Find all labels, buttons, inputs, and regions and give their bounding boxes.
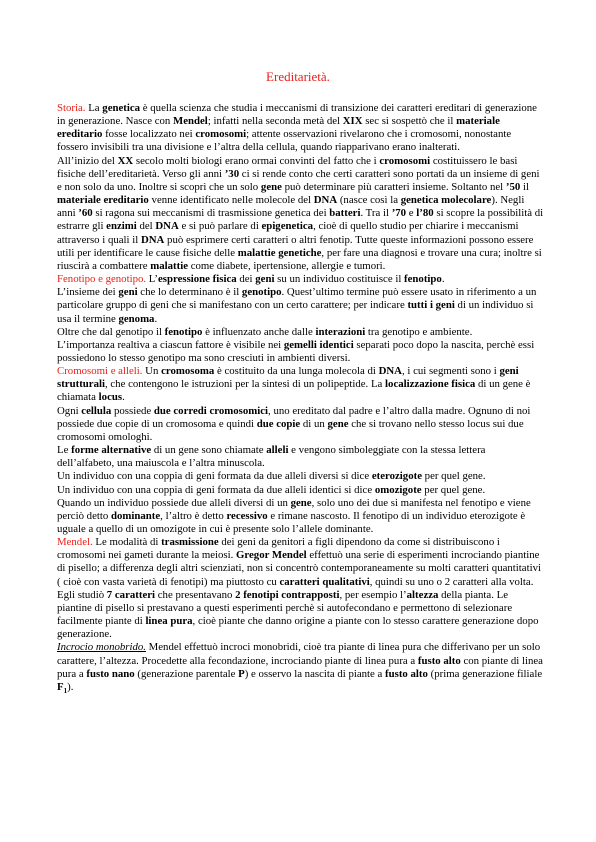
text-run: Egli studiò bbox=[57, 588, 107, 601]
text-run: della pianta. Le piantine di pisello si prestavano a questi esperimenti perchè si autofecondano e permettono di selezionare facilmente piante di bbox=[57, 588, 513, 628]
section-heading: Cromosomi e alleli. bbox=[57, 365, 143, 378]
text-run: e vengono simboleggiate con la stessa lettera dell’alfabeto, una maiuscola e l’altra minuscola. bbox=[57, 444, 486, 470]
text-run: e bbox=[406, 207, 417, 220]
text-run: , l’altro è detto bbox=[160, 509, 227, 522]
paragraph bbox=[57, 470, 545, 483]
bold-term: gene bbox=[290, 496, 312, 509]
bold-term: genotipo bbox=[241, 286, 282, 299]
bold-term: geni bbox=[118, 286, 138, 299]
text-run: è costituito da una lunga molecola di bbox=[214, 365, 379, 378]
bold-term: XX bbox=[117, 154, 134, 167]
text-run: , uno ereditato dal padre e l’altro dalla madre. Ognuno di noi possiede due copie di un cromosoma e quindi bbox=[57, 404, 531, 430]
text-run: e si può parlare di bbox=[178, 220, 262, 233]
bold-term: caratteri qualitativi bbox=[279, 575, 370, 588]
paragraph bbox=[57, 102, 545, 155]
text-run: Ogni bbox=[57, 404, 82, 417]
text-run: come diabete, ipertensione, allergie e tumori. bbox=[188, 259, 386, 272]
bold-term: gene bbox=[260, 180, 282, 193]
bold-term: malattie genetiche bbox=[237, 246, 322, 259]
bold-term: localizzazione fisica bbox=[385, 378, 476, 391]
text-run: Un individuo con una coppia di geni formata da due alleli diversi si dice bbox=[57, 470, 372, 483]
bold-term: altezza bbox=[406, 588, 439, 601]
text-run: , per esempio l’ bbox=[339, 588, 407, 601]
text-run: Le bbox=[57, 444, 72, 457]
bold-term: geni strutturali bbox=[57, 365, 519, 391]
bold-term: omozigote bbox=[374, 483, 422, 496]
text-run: ). Negli anni bbox=[57, 194, 525, 220]
bold-term: recessivo bbox=[226, 509, 268, 522]
paragraph bbox=[57, 326, 545, 339]
bold-term: Gregor Mendel bbox=[236, 549, 307, 562]
text-run: (prima generazione filiale bbox=[427, 667, 543, 680]
text-run: Un individuo con una coppia di geni formata da due alleli identici si dice bbox=[57, 483, 375, 496]
text-run: . bbox=[441, 273, 445, 286]
text-run: . bbox=[122, 391, 125, 404]
text-run: che lo determinano è il bbox=[137, 286, 242, 299]
bold-term: gene bbox=[327, 417, 349, 430]
paragraph bbox=[57, 155, 545, 273]
bold-term: XIX bbox=[342, 115, 363, 128]
text-run: di un bbox=[300, 417, 328, 430]
text-run: effettuò una serie di esperimenti incrociando piantine di pisello; a differenza degli altri scienziati, non si concentrò contemporaneamente su molti caratteri quantitativi ( cioè con vasta varietà di fenotipi) ma piuttosto cu bbox=[57, 549, 541, 588]
paragraph bbox=[57, 484, 545, 497]
paragraph bbox=[57, 405, 545, 444]
bold-term: l’80 bbox=[416, 207, 434, 220]
bold-term: fusto alto bbox=[385, 667, 428, 680]
bold-term: F bbox=[57, 680, 64, 693]
bold-term: cromosomi bbox=[195, 128, 247, 141]
text-run: tra genotipo e ambiente. bbox=[365, 325, 473, 338]
text-run: costituissero le basi fisiche dell’ereditarietà. Verso gli anni bbox=[57, 154, 518, 180]
bold-term: 2 fenotipi contrapposti bbox=[235, 588, 340, 601]
text-run: che si trovano nello stesso locus sui due cromosomi omologhi. bbox=[57, 417, 524, 443]
text-run: L’ bbox=[146, 273, 158, 286]
text-run: , cioè piante che danno origine a piante con lo stesso carattere generazione dopo generazione. bbox=[57, 615, 539, 641]
bold-term: ’30 bbox=[224, 167, 240, 180]
bold-term: epigenetica bbox=[261, 220, 314, 233]
bold-term: ’60 bbox=[78, 207, 93, 220]
paragraph bbox=[57, 641, 545, 694]
bold-term: fenotipo bbox=[404, 273, 442, 286]
text-run: (generazione parentale bbox=[134, 667, 239, 680]
text-run: separati poco dopo la nascita, perchè essi possiedono lo stesso genotipo ma sono cresciuti in ambienti diversi. bbox=[57, 338, 535, 364]
text-run: ) e osservo la nascita di piante a bbox=[244, 667, 386, 680]
text-run: del bbox=[136, 220, 156, 233]
paragraph bbox=[57, 536, 545, 589]
text-run: L’insieme dei bbox=[57, 286, 119, 299]
bold-term: gemelli identici bbox=[283, 338, 354, 351]
bold-term: cromosomi bbox=[379, 154, 431, 167]
bold-term: 7 caratteri bbox=[106, 588, 156, 601]
text-run: per quel gene. bbox=[421, 483, 486, 496]
bold-term: fenotipo bbox=[164, 325, 203, 338]
bold-term: DNA bbox=[140, 233, 165, 246]
text-run: Oltre che dal genotipo il bbox=[57, 325, 165, 338]
paragraph bbox=[57, 339, 545, 365]
bold-term: linea pura bbox=[145, 615, 193, 628]
document-title: Ereditarietà. bbox=[266, 69, 330, 84]
text-run: dei bbox=[236, 273, 256, 286]
bold-term: trasmissione bbox=[161, 536, 219, 549]
subsection-heading: Incrocio monobrido. bbox=[57, 641, 146, 654]
text-run: , cioè di quello studio per chiarire i meccanismi attraverso i quali il bbox=[57, 220, 519, 246]
text-run: si scopre la possibilità di estrarre gli bbox=[57, 207, 544, 233]
bold-term: Mendel bbox=[173, 115, 208, 128]
text-run: Un bbox=[142, 365, 162, 378]
text-run: , i cui segmenti sono i bbox=[401, 365, 500, 378]
text-run: di un individuo si usa il termine bbox=[57, 299, 534, 325]
text-run: possiede bbox=[111, 404, 154, 417]
text-run: . Tra il bbox=[360, 207, 392, 220]
bold-term: geni bbox=[255, 273, 275, 286]
text-run: ). bbox=[67, 680, 74, 693]
text-run: . Quest’ultimo termine può essere usato in riferimento a un particolare gruppo di geni che si manifestano con un certo carattere; per indicare bbox=[57, 286, 537, 312]
section-heading: Storia. bbox=[57, 102, 86, 114]
text-run: che presentavano bbox=[155, 588, 236, 601]
text-run: è influenzato anche dalle bbox=[202, 325, 316, 338]
bold-term: ’50 bbox=[505, 180, 521, 193]
section-heading: Fenotipo e genotipo. bbox=[57, 273, 147, 286]
text-run: . bbox=[154, 312, 158, 325]
text-run: ; attente osservazioni rivelarono che i cromosomi, nonostante fossero invisibili tra una divisione e l’altra della cellula, quando riapparivano erano inalterati. bbox=[57, 128, 512, 154]
text-run: L’importanza realtiva a ciascun fattore è visibile nei bbox=[57, 338, 284, 351]
bold-term: eterozigote bbox=[371, 470, 422, 483]
bold-term: P bbox=[238, 667, 245, 680]
section-heading: Mendel. bbox=[57, 536, 93, 549]
text-run: può determinare più caratteri insieme. Soltanto nel bbox=[281, 180, 506, 193]
bold-term: cellula bbox=[81, 404, 112, 417]
paragraph bbox=[57, 497, 545, 536]
bold-term: genetica molecolare bbox=[400, 194, 492, 207]
bold-term: locus bbox=[98, 391, 123, 404]
paragraph bbox=[57, 589, 545, 642]
text-run: il bbox=[520, 180, 529, 193]
text-run: secolo molti biologi erano ormai convinti del fatto che i bbox=[133, 154, 380, 167]
text-run: e rimane nascosto. Il fenotipo di un individuo eterozigote è uguale a quello di un omozigote in cui è presente solo l’allele dominante. bbox=[57, 509, 526, 535]
bold-term: dominante bbox=[110, 509, 161, 522]
text-run: , solo uno dei due si manifesta nel fenotipo e viene perciò detto bbox=[57, 496, 531, 522]
bold-term: due copie bbox=[256, 417, 301, 430]
bold-term: DNA bbox=[313, 194, 338, 207]
text-run: , che contengono le istruzioni per la sintesi di un polipeptide. La bbox=[104, 378, 386, 391]
text-run: Quando un individuo possiede due alleli diversi di un bbox=[57, 496, 291, 509]
bold-term: due corredi cromosomici bbox=[153, 404, 269, 417]
bold-term: alleli bbox=[266, 444, 289, 457]
text-run: per quel gene. bbox=[421, 470, 486, 483]
bold-term: tutti i geni bbox=[407, 299, 455, 312]
text-run: , per fare una diagnosi e trovare una cura; inoltre si riuscirà a combattere bbox=[57, 246, 542, 272]
bold-term: DNA bbox=[155, 220, 179, 233]
bold-term: malattie bbox=[150, 259, 189, 272]
text-run: venne identificato nelle molecole del bbox=[148, 194, 314, 207]
text-run: , quindi su uno o 2 caratteri alla volta. bbox=[369, 575, 534, 588]
bold-term: fusto alto bbox=[417, 654, 461, 667]
text-run: Mendel effettuò incroci monobridi, cioè tra piante di linea pura che differivano per un solo carattere, l’altezza. Procedette alla fecondazione, incrociando piante di linea pura a bbox=[57, 641, 541, 667]
bold-term: enzimi bbox=[106, 220, 137, 233]
bold-term: forme alternative bbox=[71, 444, 152, 457]
bold-term: batteri bbox=[329, 207, 361, 220]
text-run: ; infatti nella seconda metà del bbox=[207, 115, 343, 128]
bold-term: interazioni bbox=[315, 325, 366, 338]
text-run: di un gene sono chiamate bbox=[151, 444, 267, 457]
bold-term: materiale ereditario bbox=[57, 194, 149, 207]
text-run: dei geni da genitori a figli dipendono da come si distribuiscono i cromosomi nei gameti durante la meiosi. bbox=[57, 536, 500, 562]
text-run: fosse localizzato nei bbox=[102, 128, 196, 141]
paragraph bbox=[57, 286, 545, 325]
text-run: La bbox=[85, 102, 103, 114]
bold-term: genetica bbox=[102, 102, 141, 114]
paragraph bbox=[57, 444, 545, 470]
text-run: Le modalità di bbox=[92, 536, 162, 549]
bold-term: fusto nano bbox=[86, 667, 135, 680]
text-run: con piante di linea pura a bbox=[57, 654, 543, 680]
bold-term: espressione fisica bbox=[157, 273, 237, 286]
document-body bbox=[57, 102, 545, 694]
text-run: può esprimere certi caratteri o altri fenotip. Tutte queste informazioni possono essere utili per identificare le cause fisiche delle bbox=[57, 233, 534, 259]
bold-term: 1 bbox=[63, 687, 68, 696]
text-run: si ragona sui meccanismi di trasmissione genetica dei bbox=[92, 207, 330, 220]
bold-term: materiale ereditario bbox=[57, 115, 500, 141]
bold-term: DNA bbox=[378, 365, 402, 378]
paragraph bbox=[57, 365, 545, 404]
bold-term: cromosoma bbox=[161, 365, 215, 378]
paragraph bbox=[57, 273, 545, 286]
bold-term: ’70 bbox=[391, 207, 407, 220]
text-run: ci si rende conto che certi caratteri sono portati da un insieme di geni e non solo da uno. Inoltre si scoprì che un solo bbox=[57, 167, 540, 193]
text-run: All’inizio del bbox=[57, 154, 118, 167]
text-run: sec si sospettò che il bbox=[362, 115, 457, 128]
text-run: su un individuo costituisce il bbox=[274, 273, 405, 286]
text-run: di un gene è chiamata bbox=[57, 378, 531, 404]
bold-term: genoma bbox=[118, 312, 155, 325]
text-run: (nasce così la bbox=[337, 194, 401, 207]
text-run: è quella scienza che studia i meccanismi di transizione dei caratteri ereditari di generazione in generazione. Nasce con bbox=[57, 102, 537, 128]
